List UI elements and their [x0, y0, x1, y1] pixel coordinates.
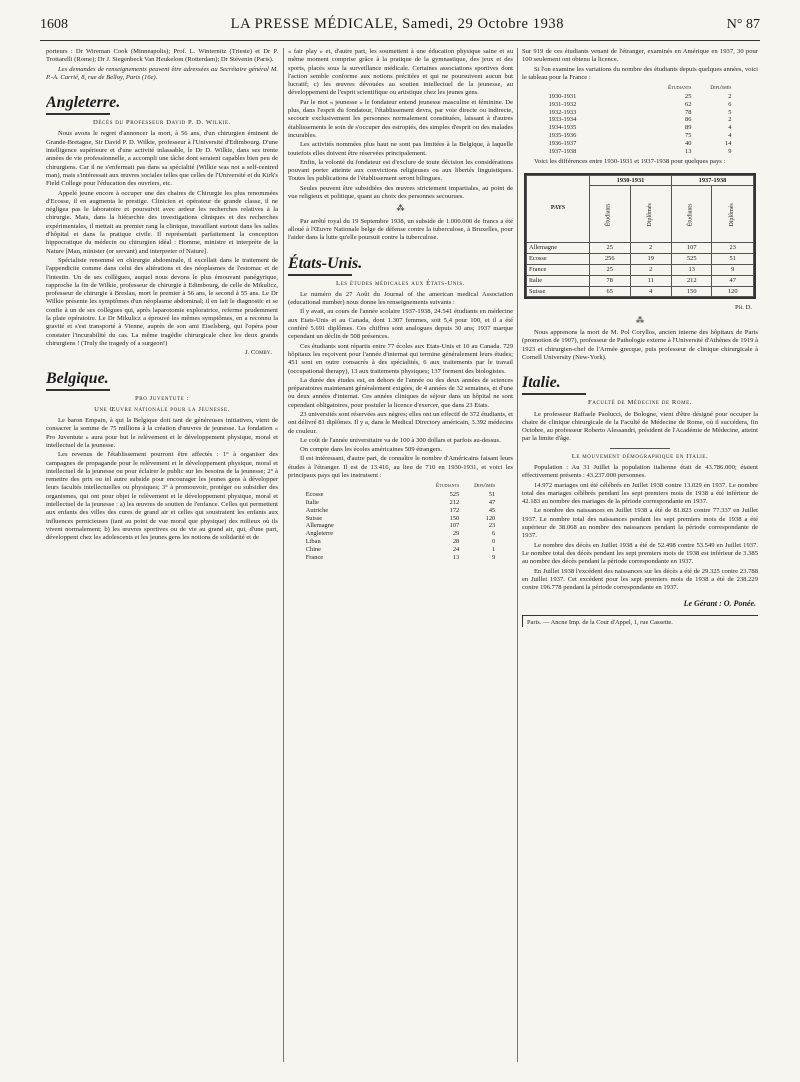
- etudiants-value: 525: [449, 491, 460, 499]
- header-diplomes: Diplômés: [712, 186, 754, 243]
- diplomes-value: 2: [728, 92, 732, 100]
- header-period-1: 1930-1931: [590, 175, 672, 186]
- country-name: Angleterre: [305, 530, 334, 538]
- paragraph: 23 universités sont réservées aux nègres; elles ont un effectif de 372 étudiants, et ont délivré 81 diplômes. Il y a, dans le Medical Directory américain, 3.392 médecins de couleur.: [288, 410, 513, 435]
- header-diplomes: Diplômés: [630, 186, 671, 243]
- printer-imprint: Paris. — Ancne Imp. de la Cour d'Appel, 1, rue Cassette.: [522, 615, 758, 627]
- country-name: Italie: [527, 275, 590, 286]
- etudiants-value: 13: [452, 553, 460, 561]
- etudiants-value: 150: [449, 514, 460, 522]
- france-years-table: [546, 85, 735, 155]
- column-left: [46, 48, 278, 1062]
- paragraph: Par le mot « jeunesse » le fondateur entend jeunesse masculine et féminine. De plus, dans l'esprit du fondateur, l'établissement devra, par voie directe ou indirecte, secourir exclusivement les personnes normalement constituées, laissant à d'autres établissements le soin de s'occuper des estropiés, des simples d'esprit ou des malades incurables.: [288, 98, 513, 139]
- country-name: Ecosse: [305, 491, 324, 499]
- cell-value: 256: [590, 254, 631, 265]
- country-name: Allemagne: [305, 522, 334, 530]
- cell-value: 150: [671, 286, 712, 297]
- year-label: 1932-1933: [548, 108, 577, 116]
- diplomes-value: 14: [725, 139, 732, 147]
- country-name: Autriche: [305, 506, 329, 514]
- countries-table: [304, 483, 498, 561]
- header-period-2: 1937-1938: [671, 175, 753, 186]
- table-row: [304, 507, 498, 515]
- paragraph: Voici les différences entre 1930-1931 et 1937-1938 pour quelques pays :: [534, 158, 726, 166]
- diplomes-value: 2: [728, 116, 732, 124]
- cell-value: 212: [671, 275, 712, 286]
- etudiants-value: 107: [449, 522, 460, 530]
- cell-value: 525: [671, 254, 712, 265]
- column-right: [522, 48, 758, 1062]
- etudiants-value: 78: [685, 108, 692, 116]
- asterism-separator: ⁂: [636, 315, 644, 325]
- paragraph: Ces étudiants sont répartis entre 77 écoles aux Etats-Unis et 10 au Canada. 729 hôpitaux les reçoivent pour l'année d'internat qui termine généralement leurs études; 451 sont en outre consacrés à des spécialités, 6 aux traitements par le travail (occupational therapy), 13 aux traitements physiques; 137 forment des biologistes.: [288, 342, 513, 375]
- table-header-blank: [546, 85, 655, 93]
- subheading: Pro Juventute :: [135, 394, 189, 402]
- paragraph: Si l'on examine les variations du nombre des étudiants depuis quelques années, voici le tableau pour la France :: [522, 65, 758, 81]
- diplomes-value: 47: [488, 498, 496, 506]
- table-row: [546, 109, 735, 117]
- year-label: 1933-1934: [548, 116, 577, 124]
- country-name: Liban: [305, 537, 321, 545]
- etudiants-value: 86: [685, 116, 692, 124]
- diplomes-value: 5: [728, 108, 732, 116]
- country-name: Suisse: [527, 286, 590, 297]
- paragraph: Le numéro du 27 Août du Journal of the american medical Association (educational number) nous donne les renseignements suivants :: [288, 290, 513, 307]
- etudiants-value: 40: [685, 139, 692, 147]
- comparison-table-box: [524, 173, 756, 300]
- page-number: 1608: [40, 17, 68, 32]
- cell-value: 25: [590, 265, 631, 276]
- issue-number: N° 87: [726, 17, 760, 32]
- paragraph: 14.972 mariages ont été célébrés en Juillet 1938 contre 13.029 en 1937. Le nombre total des mariages célébrés pendant les sept premiers mois de 1938 a été inférieur de 42.183 au nombre des mariages de la période correspondante en 1937.: [522, 481, 758, 506]
- etudiants-value: 212: [449, 498, 460, 506]
- table-row: [527, 265, 754, 276]
- paragraph: Il y avait, au cours de l'année scolaire 1937-1938, 24.541 étudiants en médecine aux Etats-Unis et au Canada, dont 1.307 femmes, soit 5,4 pour 100, et il a été conféré 5.691 diplômes. Ces chiffres sont analogues depuis 30 ans; 1937 marque cependant un déclin de 508 présences.: [288, 308, 513, 341]
- paragraph: Le baron Empain, à qui la Belgique doit tant de généreuses initiatives, vient de consacrer la somme de 75 millions à la création d'œuvres de jeunesse. La fondation « Pro Juventute » aura pour but le relèvement et le développement physique, moral et intellectuel de la jeunesse.: [46, 417, 278, 449]
- diplomes-value: 45: [488, 506, 496, 514]
- author-signature: Ph. D.: [735, 304, 752, 312]
- country-name: Suisse: [305, 514, 323, 522]
- paragraph: Les activités nommées plus haut ne sont pas limitées à la Belgique, à laquelle toutefois elles doivent être réservées principalement.: [288, 141, 513, 157]
- cell-value: 2: [630, 265, 671, 276]
- etudiants-value: 24: [452, 545, 460, 553]
- paragraph: Le nombre des décès en Juillet 1938 a été de 52.498 contre 53.549 en Juillet 1937. Le nombre total des décès pendant les sept premiers mois de 1938 est inférieur de 3.385 au nombre des décès pendant la période correspondante en 1937.: [522, 541, 758, 566]
- column-middle: [288, 48, 513, 1062]
- diplomes-value: 4: [728, 124, 732, 132]
- cell-value: 9: [712, 265, 754, 276]
- paragraph: Nous avons le regret d'annoncer la mort, à 56 ans, d'un chirurgien éminent de Grande-Bretagne, Sir David P. D. Wilkie, professeur à l'Université d'Edimbourg. D'une intelligence supérieure et d'une activité inlassable, le Dr D. Wilkie, dans ses trente années de vie professionnelle, a accompli une tâche dont seraient capables bien peu de chirurgiens. Car il ne s'enfermait pas dans sa spécialité (Wilkie was not a self-centred man), mais s'intéressait aux œuvres sociales telles que celles de l'Université et du Kirk's Field College pour l'éducation des ouvriers, etc.: [46, 130, 278, 188]
- paragraph: Le professeur Raffaele Paolucci, de Bologne, vient d'être désigné pour occuper la chaire de clinique chirurgicale de la Faculté de Médecine de Rome, où il succédera, fin Octobre, au professeur Roberto Alessandri, président de l'Académie de Médecine, atteint par la limite d'âge.: [522, 410, 758, 443]
- etudiants-value: 13: [685, 147, 692, 155]
- etudiants-value: 29: [452, 530, 460, 538]
- diplomes-value: 9: [728, 147, 732, 155]
- country-name: Allemagne: [527, 243, 590, 254]
- etudiants-value: 172: [449, 506, 460, 514]
- year-label: 1931-1932: [548, 100, 577, 108]
- section-underline: [288, 274, 352, 276]
- header-etudiants: Étudiants: [590, 186, 631, 243]
- table-row: [546, 148, 735, 156]
- table-row: [527, 286, 754, 297]
- paragraph: Sur 919 de ces étudiants venant de l'étranger, examinés en Amérique en 1937, 30 pour 100 seulement ont obtenu la licence.: [522, 48, 758, 64]
- table-row: [304, 546, 498, 554]
- cell-value: 19: [630, 254, 671, 265]
- diplomes-value: 6: [492, 530, 496, 538]
- section-underline: [46, 389, 110, 391]
- section-title-angleterre: Angleterre.: [46, 94, 121, 112]
- subheading: Une Œuvre nationale pour la Jeunesse.: [94, 405, 230, 413]
- paragraph: Les revenus de l'établissement pourront être affectés : 1° à organiser des campagnes de propagande pour le relèvement et le développement physique, moral et intellectuel de la jeunesse ou pour éclairer le public sur les besoins de la jeunesse; 2° à remettre des prix ou tel autre subside pour encourager les jeunes gens à développer leurs facultés intellectuelles ou physiques; 3° à promouvoir, protéger ou subsidier des organismes, qui ont pour objet le relèvement et le développement physique, moral et intellectuel de la jeunesse : a) les œuvres de soutien de l'enfance. Celles qui permettent aux enfants des villes des cures de grand air et celles qui soustraient les enfants aux influences pernicieuses (tant au point de vue moral que physique) des milieux où ils vivent normalement; b) les œuvres sportives ou de vie au grand air, qui, d'une part, développent chez les adolescents et les jeunes gens les notions de solidarité et de: [46, 451, 278, 542]
- year-label: 1934-1935: [548, 124, 577, 132]
- diplomes-value: 1: [492, 545, 496, 553]
- table-row: [546, 132, 735, 140]
- cell-value: 51: [712, 254, 754, 265]
- country-name: Italie: [305, 498, 319, 506]
- paragraph: On compte dans les écoles américaines 509 étrangers.: [300, 446, 443, 454]
- divider: [610, 448, 670, 449]
- table-header-etudiants: Étudiants: [667, 85, 692, 92]
- section-underline: [46, 113, 110, 115]
- table-header-diplomes: Diplômés: [474, 483, 496, 490]
- subheading: Décès du Professeur David P. D. Wilkie.: [93, 119, 231, 127]
- diplomes-value: 0: [492, 537, 496, 545]
- paragraph: Population : Au 31 Juillet la population italienne était de 43.786.000; étaient effectivement présents : 43.237.000 personnes.: [522, 464, 758, 480]
- cell-value: 13: [671, 265, 712, 276]
- paragraph: Nous apprenons la mort de M. Pol Coryllos, ancien interne des hôpitaux de Paris (promotion de 1907), professeur de Pathologie externe à l'Université d'Athènes de 1919 à 1923 et chirurgien-chef de l'Armée grecque, puis professeur de clinique chirurgicale à Cornell University (New-York).: [522, 329, 758, 361]
- table-row: [304, 530, 498, 538]
- table-row: [304, 499, 498, 507]
- year-label: 1935-1936: [548, 131, 577, 139]
- paragraph: Le nombre des naissances en Juillet 1938 a été de 81.823 contre 77.337 en Juillet 1937. Le nombre total des naissances pendant les sept premiers mois de 1938 a été supérieur de 38.068 au nombre des naissances pendant la période correspondante de 1937.: [522, 507, 758, 540]
- country-name: Ecosse: [527, 254, 590, 265]
- table-row: [527, 275, 754, 286]
- diplomes-value: 9: [492, 553, 496, 561]
- cell-value: 25: [590, 243, 631, 254]
- subheading: Faculté de Médecine de Rome.: [587, 399, 693, 407]
- year-label: 1936-1937: [548, 139, 577, 147]
- etudiants-value: 25: [685, 92, 692, 100]
- cell-value: 65: [590, 286, 631, 297]
- cell-value: 78: [590, 275, 631, 286]
- paragraph: Spécialiste renommé en chirurgie abdominale, il excellait dans le traitement de l'appendicite comme dans celui des altérations et des néoplasmes de l'estomac et de l'intestin. Un de ses collègues, auquel nous devons le plus émouvant panégyrique, rapproche la fin de Wilkie, professeur de chirurgie à Edimbourg, de celle de Mikulicz, professeur de chirurgie à Breslau, mort le premier à 56 ans, le second à 55 ans. Le Dr Wilkie présente les symptômes d'un néoplasme abdominal; il en fait le diagnostic et se confie à un de ses collègues qui, après laparotomie exploratrice, referme prudemment la plaie opératoire. Le Dr Mikulicz a éprouvé les mêmes symptômes, en a reconnu la gravité et s'est transporté à Vienne, auprès de son ami Eiselsberg, qui l'opéra pour constater l'incurabilité du cas. La même tragédie chirurgicale chez les deux grands chirurgiens ! (Truly the tragedy of a surgeon!): [46, 256, 278, 347]
- table-row: [304, 491, 498, 499]
- author-signature: J. Comby.: [245, 349, 272, 357]
- paragraph: Enfin, la volonté du fondateur est d'exclure de toute décision les considérations pouvant porter atteinte aux convictions religieuses ou aux libertés linguistiques. Toutes les publications de l'établissement seront bilingues.: [288, 158, 513, 183]
- header-etudiants: Étudiants: [671, 186, 712, 243]
- header-pays: PAYS: [527, 175, 590, 243]
- section-underline: [522, 393, 586, 395]
- table-header-diplomes: Diplômés: [710, 85, 732, 92]
- comparison-table: [526, 175, 754, 298]
- cell-value: 107: [671, 243, 712, 254]
- cell-value: 47: [712, 275, 754, 286]
- table-row: [527, 243, 754, 254]
- etudiants-value: 62: [685, 100, 692, 108]
- table-row: [546, 93, 735, 101]
- country-name: France: [527, 265, 590, 276]
- diplomes-value: 120: [485, 514, 496, 522]
- etudiants-value: 75: [685, 131, 692, 139]
- cell-value: 120: [712, 286, 754, 297]
- paragraph: Il est intéressant, d'autre part, de connaître le nombre d'Américains faisant leurs études à l'étranger. Il est de 13.416, au lieu de 710 en 1930-1931, et voici les principaux pays qui les instruisent :: [288, 455, 513, 480]
- table-header-blank: [304, 483, 426, 491]
- section-title-etats-unis: États-Unis.: [288, 254, 363, 272]
- table-row: [546, 116, 735, 124]
- section-title-italie: Italie.: [522, 374, 561, 392]
- subheading: Le mouvement démographique en Italie.: [571, 452, 709, 460]
- gerant-signature: Le Gérant : O. Ponée.: [683, 599, 756, 609]
- paragraph: porteurs : Dr Wireman Cook (Minneapolis); Prof. L. Winternitz (Trieste) et Dr P. Trottarelli (Rome); Dr J. Siegenbeck Van Heukelom (Rotterdam); Dr Stévenin (Paris).: [46, 48, 278, 64]
- table-row: [304, 515, 498, 523]
- diplomes-value: 23: [488, 522, 496, 530]
- cell-value: 4: [630, 286, 671, 297]
- table-row: [546, 140, 735, 148]
- section-title-belgique: Belgique.: [46, 369, 109, 387]
- asterism-separator: ⁂: [396, 204, 405, 214]
- table-row: [304, 522, 498, 530]
- year-label: 1930-1931: [548, 92, 577, 100]
- journal-title: LA PRESSE MÉDICALE, Samedi, 29 Octobre 1938: [230, 16, 565, 32]
- etudiants-value: 28: [452, 537, 460, 545]
- cell-value: 23: [712, 243, 754, 254]
- paragraph: La durée des études est, en dehors de l'année ou des deux années de sciences préparatoires maintenant généralement exigées, de 4 années de 32 semaines, et d'une ou deux années d'internat. Ces années cliniques de séjour dans un hôpital ne sont cependant obligatoires, pour postuler la licence d'exercer, que dans 23 Etats.: [288, 376, 513, 409]
- paragraph: Le coût de l'année universitaire va de 100 à 300 dollars et parfois au-dessus.: [300, 436, 501, 444]
- paragraph: Les demandes de renseignements peuvent être adressées au Secrétaire général M. P.-A. Carrié, 8, rue de Belloy, Paris (16e).: [46, 65, 278, 81]
- subheading: Les études médicales aux États-Unis.: [336, 279, 465, 287]
- paragraph: Par arrêté royal du 19 Septembre 1938, un subside de 1.000.000 de francs a été alloué à l'Œuvre Nationale belge de défense contre la tuberculose, à Bruxelles, pour l'aider dans la lutte qu'elle poursuit contre la tuberculose.: [288, 217, 513, 242]
- table-row: [546, 101, 735, 109]
- column-divider: [517, 48, 518, 1062]
- diplomes-value: 6: [728, 100, 732, 108]
- country-name: France: [305, 553, 324, 561]
- diplomes-value: 4: [728, 131, 732, 139]
- column-divider: [283, 48, 284, 1062]
- table-row: [546, 124, 735, 132]
- paragraph: « fair play » et, d'autre part, les soumettent à une éducation physique saine et au même moment comprise grâce à la pratique de la gymnastique, des jeux et des sports, placés sous la surveillance médicale. Certaines associations sportives dont l'action semble conforme aux notions précitées et qui ne poursuivent aucun but lucratif; c) les œuvres dévouées au soutien intellectuel de la jeunesse, au développement de l'esprit scientifique ou artistique chez les jeunes gens.: [288, 48, 513, 97]
- year-label: 1937-1938: [548, 147, 577, 155]
- paragraph: En Juillet 1938 l'excédent des naissances sur les décès a été de 29.325 contre 23.788 en Juillet 1937. Cet excédent pour les sept premiers mois de 1938 a été de 238.229 contre 196.778 pendant la période correspondante en 1937.: [522, 567, 758, 592]
- table-row: [527, 254, 754, 265]
- page-header: [40, 16, 760, 41]
- cell-value: 2: [630, 243, 671, 254]
- paragraph: Appelé jeune encore à occuper une des chaires de Chirurgie les plus renommées d'Ecosse, il en augmenta le prestige. Clinicien et opérateur de grande classe, il ne négligea pas le laboratoire et poursuivit avec ardeur les recherches relatives à la chirurgie. Mais, dans la hiérarchie des investigations cliniques et des recherches expérimentales, il mettait au premier rang la clinique, travaillant surtout dans les salles d'hôpital et dans la pratique civile. Il représentait parfaitement la conception hippocratique du médecin ou chirurgien idéal : Homme, ministre et interprète de la Nature [Man, minister (or servant) and interpreter of Nature].: [46, 189, 278, 255]
- paragraph: Seules peuvent être subsidiées des œuvres strictement impartiales, au point de vue religieux et politique, quant au choix des personnes secourues.: [288, 184, 513, 201]
- country-name: Chine: [305, 545, 322, 553]
- etudiants-value: 89: [685, 124, 692, 132]
- cell-value: 11: [630, 275, 671, 286]
- table-row: [304, 554, 498, 562]
- table-header-etudiants: Étudiants: [435, 483, 460, 490]
- diplomes-value: 51: [488, 491, 496, 499]
- table-row: [304, 538, 498, 546]
